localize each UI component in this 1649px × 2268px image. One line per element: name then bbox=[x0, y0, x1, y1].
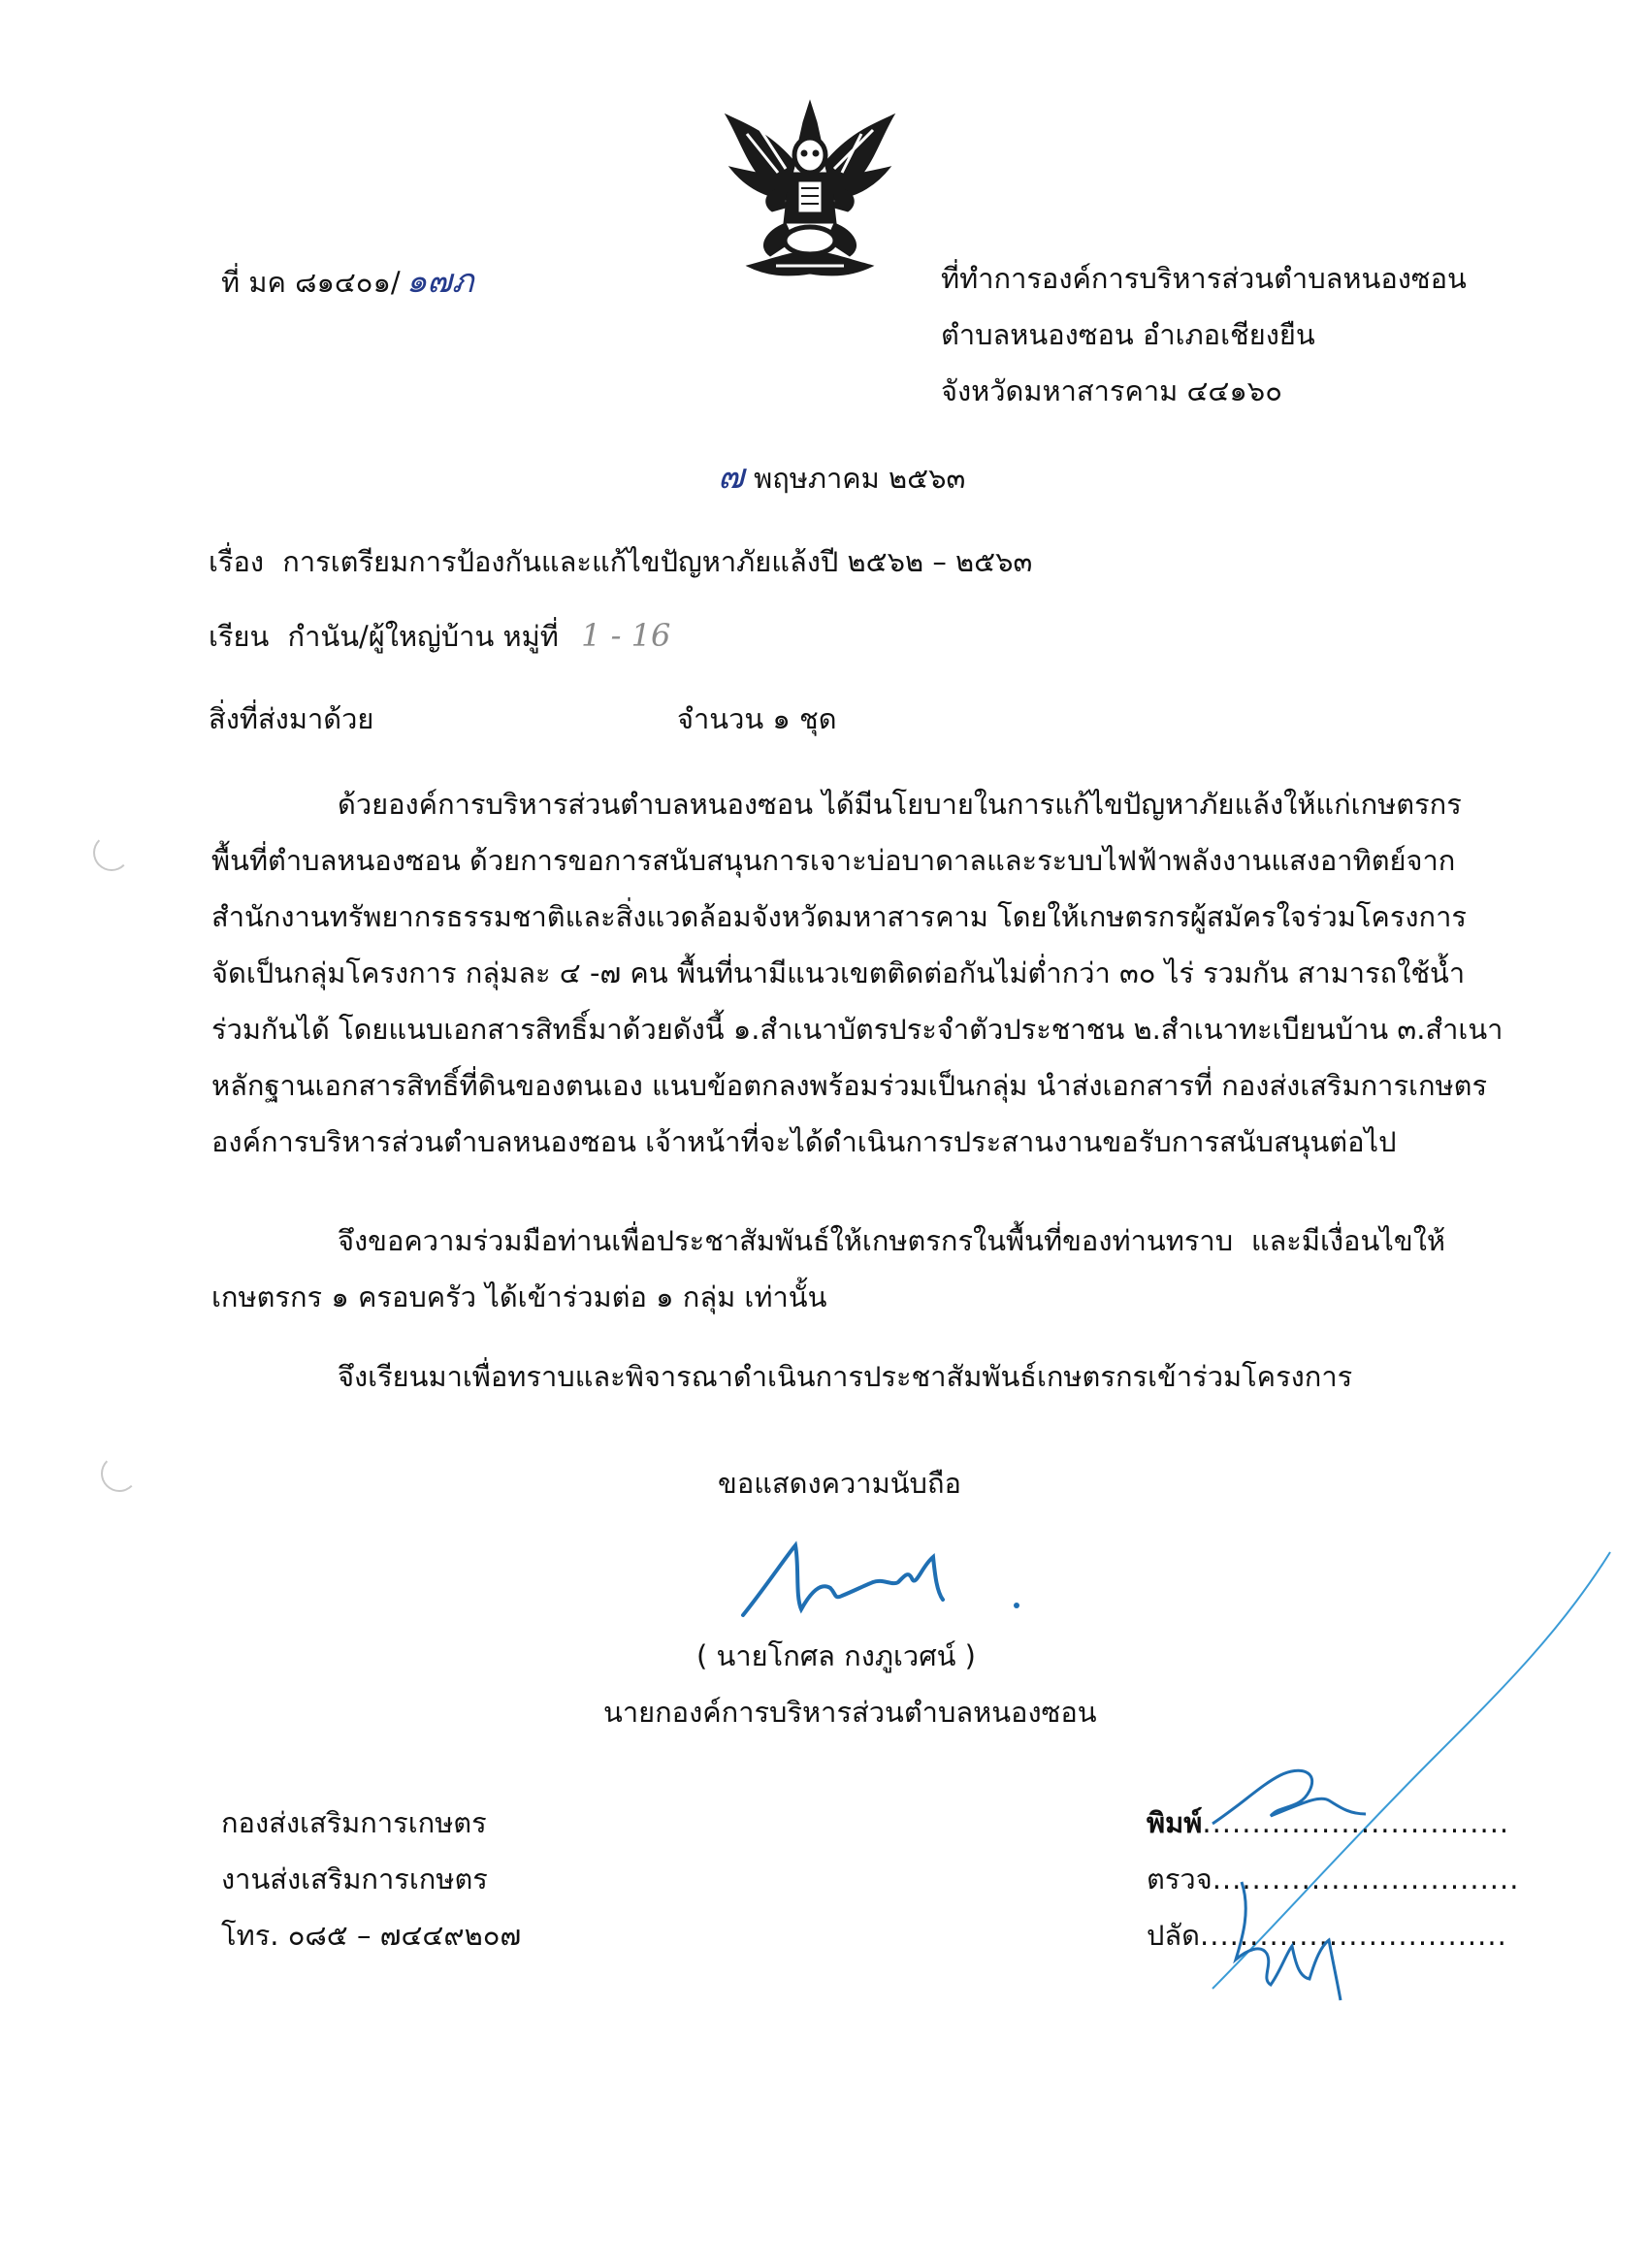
date-day-handwritten: ๗ bbox=[718, 457, 745, 497]
subject-label: เรื่อง bbox=[209, 545, 265, 578]
body-paragraph-2-line: จึงขอความร่วมมือท่านเพื่อประชาสัมพันธ์ให้เกษตรกรในพื้นที่ของท่านทราบ และมีเงื่อนไขให้ bbox=[338, 1224, 1445, 1257]
clerk-label: ปลัด bbox=[1147, 1919, 1201, 1952]
garuda-emblem-icon bbox=[718, 95, 902, 289]
recipient-text: กำนัน/ผู้ใหญ่บ้าน หมู่ที่ bbox=[287, 620, 559, 653]
body-paragraph-2 bbox=[211, 1213, 1445, 1325]
reference-number bbox=[221, 262, 473, 302]
checked-by-dots: ............................... bbox=[1212, 1863, 1520, 1895]
footer-division: กองส่งเสริมการเกษตร bbox=[221, 1806, 487, 1839]
typed-by-dots: ............................... bbox=[1202, 1806, 1510, 1839]
enclosure-amount: จำนวน ๑ ชุด bbox=[677, 702, 837, 735]
signer-name: ( นายโกศล กงภูเวศน์ ) bbox=[696, 1639, 976, 1672]
recipient-village-handwritten: 1 - 16 bbox=[581, 617, 671, 654]
clerk-dots: ............................... bbox=[1200, 1919, 1507, 1952]
body-paragraph-1-line: ร่วมกันได้ โดยแนบเอกสารสิทธิ์มาด้วยดังนี้ ๑.สำเนาบัตรประจำตัวประชาชน ๒.สำเนาทะเบียนบ้าน ๓.สำเนา bbox=[211, 1013, 1504, 1046]
body-paragraph-1 bbox=[211, 776, 1504, 1170]
recipient-line bbox=[209, 617, 670, 654]
punch-hole-mark bbox=[93, 834, 130, 871]
recipient-label: เรียน bbox=[209, 620, 270, 653]
typed-by-label: พิมพ์ bbox=[1147, 1806, 1203, 1839]
body-paragraph-3: จึงเรียนมาเพื่อทราบและพิจารณาดำเนินการประชาสัมพันธ์เกษตรกรเข้าร่วมโครงการ bbox=[338, 1360, 1353, 1393]
office-address-line2: ตำบลหนองซอน อำเภอเชียงยืน bbox=[941, 318, 1315, 351]
footer-phone: โทร. ๐๘๕ – ๗๔๔๙๒๐๗ bbox=[221, 1919, 522, 1952]
subject-text: การเตรียมการป้องกันและแก้ไขปัญหาภัยแล้งปี ๒๕๖๒ – ๒๕๖๓ bbox=[282, 545, 1033, 578]
reference-label: ที่ มค ๘๑๔๐๑/ bbox=[221, 266, 401, 299]
punch-hole-mark bbox=[101, 1455, 138, 1492]
enclosure-label: สิ่งที่ส่งมาด้วย bbox=[209, 702, 374, 735]
footer-section: งานส่งเสริมการเกษตร bbox=[221, 1863, 488, 1895]
subject-line bbox=[209, 545, 1032, 579]
checked-by-label: ตรวจ bbox=[1147, 1863, 1212, 1895]
office-address-line3: จังหวัดมหาสารคาม ๔๔๑๖๐ bbox=[941, 374, 1282, 407]
body-paragraph-1-line: พื้นที่ตำบลหนองซอน ด้วยการขอการสนับสนุนการเจาะบ่อบาดาลและระบบไฟฟ้าพลังงานแสงอาทิตย์จาก bbox=[211, 844, 1456, 877]
body-paragraph-2-line: เกษตรกร ๑ ครอบครัว ได้เข้าร่วมต่อ ๑ กลุ่ม เท่านั้น bbox=[211, 1280, 827, 1313]
body-paragraph-1-line: หลักฐานเอกสารสิทธิ์ที่ดินของตนเอง แนบข้อตกลงพร้อมร่วมเป็นกลุ่ม นำส่งเอกสารที่ กองส่งเสริมการเกษตร bbox=[211, 1069, 1488, 1102]
body-paragraph-1-line: ด้วยองค์การบริหารส่วนตำบลหนองซอน ได้มีนโยบายในการแก้ไขปัญหาภัยแล้งให้แก่เกษตรกร bbox=[338, 788, 1462, 821]
body-paragraph-1-line: องค์การบริหารส่วนตำบลหนองซอน เจ้าหน้าที่จะได้ดำเนินการประสานงานขอรับการสนับสนุนต่อไป bbox=[211, 1125, 1397, 1158]
signer-title: นายกองค์การบริหารส่วนตำบลหนองซอน bbox=[603, 1696, 1097, 1729]
date-month-year: พฤษภาคม ๒๕๖๓ bbox=[754, 462, 966, 495]
signature-mark bbox=[728, 1538, 1048, 1625]
body-paragraph-1-line: จัดเป็นกลุ่มโครงการ กลุ่มละ ๔ -๗ คน พื้นที่นามีแนวเขตติดต่อกันไม่ต่ำกว่า ๓๐ ไร่ รวมกัน สามารถใช้น้ำ bbox=[211, 956, 1466, 989]
reference-handwritten-number: ๑๗ภ bbox=[405, 262, 474, 301]
body-paragraph-1-line: สำนักงานทรัพยากรธรรมชาติและสิ่งแวดล้อมจังหวัดมหาสารคาม โดยให้เกษตรกรผู้สมัครใจร่วมโครงการ bbox=[211, 900, 1467, 933]
initials-mark bbox=[1203, 1746, 1436, 2008]
document-date bbox=[718, 456, 965, 498]
closing-salutation: ขอแสดงความนับถือ bbox=[718, 1467, 961, 1500]
office-address-line1: ที่ทำการองค์การบริหารส่วนตำบลหนองซอน bbox=[941, 262, 1467, 295]
